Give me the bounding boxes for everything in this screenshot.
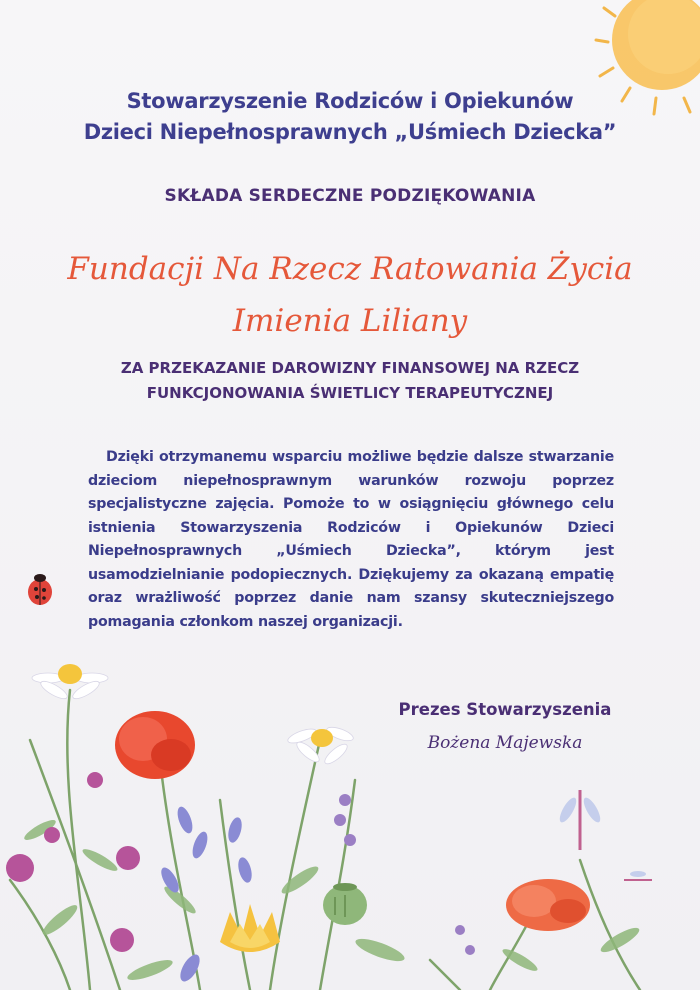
organization-line-2: Dzieci Niepełnosprawnych „Uśmiech Dziecka” [83,120,617,144]
signer-name: Bożena Majewska [427,733,583,753]
recipient-name [0,243,700,347]
thanks-heading: SKŁADA SERDECZNE PODZIĘKOWANIA [164,186,536,206]
organization-line-1: Stowarzyszenie Rodziców i Opiekunów [126,89,574,113]
body-paragraph: Dzięki otrzymanemu wsparciu możliwe będzie dalsze stwarzanie dzieciom niepełnosprawnym warunków rozwoju poprzez specjalistyczne zajęcia. Pomoże to w osiągnięciu głównego celu istnienia Stowarzyszenia Rodziców i Opiekunów Dzieci Niepełnosprawnych „Uśmiech Dziecka”, którym jest usamodzielnianie podopiecznych. Dziękujemy za okazaną empatię oraz wrażliwość poprzez danie nam szansy skuteczniejszego pomagania członkom naszej organizacji. [88,449,614,630]
donation-purpose [0,356,700,406]
recipient-line-1: Fundacji Na Rzecz Ratowania Życia [67,251,633,287]
purpose-line-1: ZA PRZEKAZANIE DAROWIZNY FINANSOWEJ NA RZECZ [120,359,580,377]
recipient-line-2: Imienia Liliany [232,303,468,339]
signer-title: Prezes Stowarzyszenia [398,700,612,719]
purpose-line-2: FUNKCJONOWANIA ŚWIETLICY TERAPEUTYCZNEJ [146,384,554,402]
organization-name [0,86,700,148]
